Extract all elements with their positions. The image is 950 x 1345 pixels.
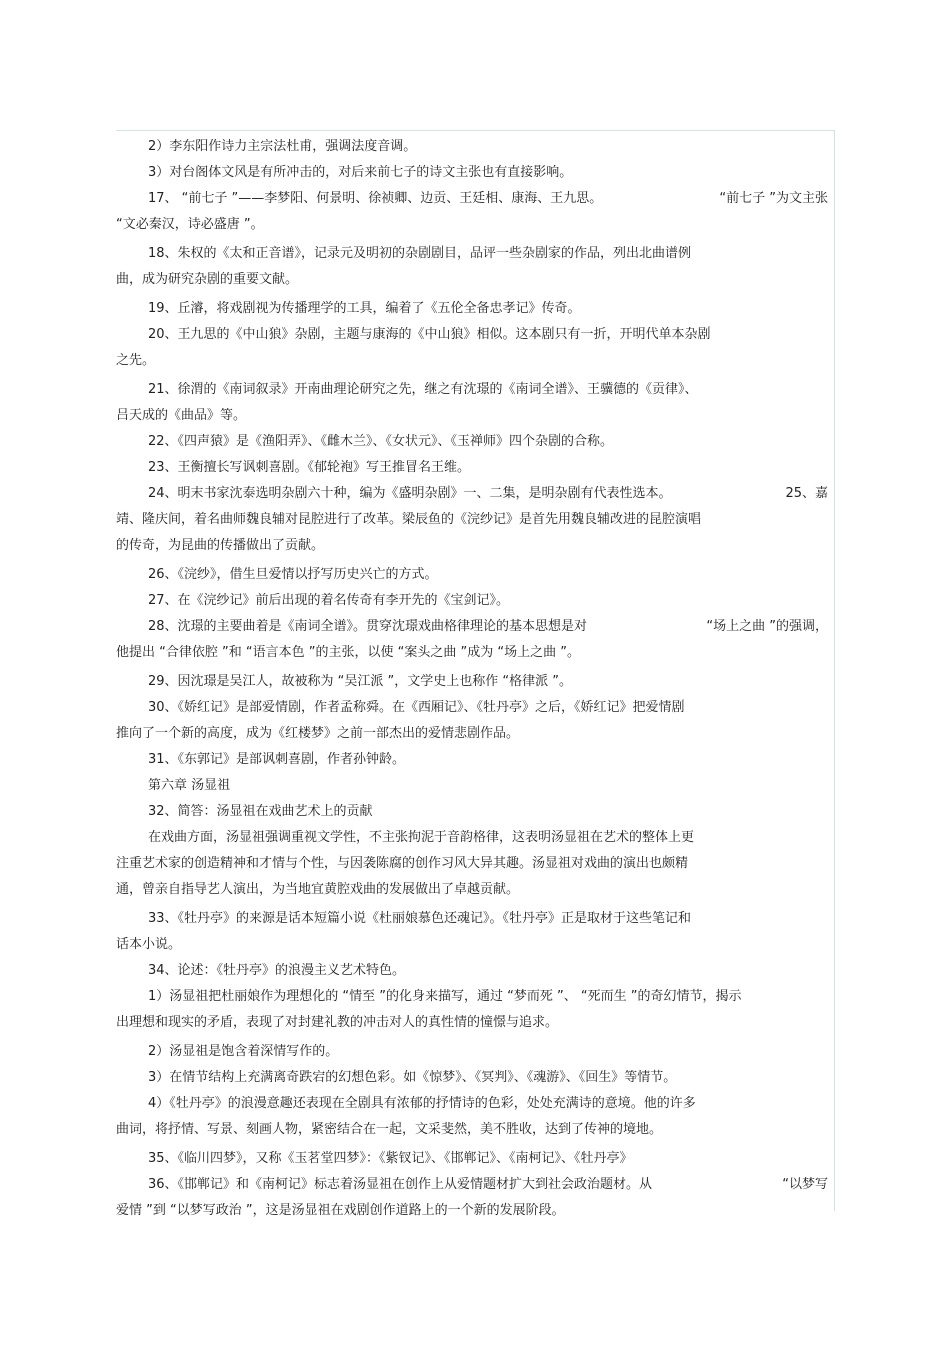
text-line: 33、《牡丹亭》的来源是话本短篇小说《杜丽娘慕色还魂记》。《牡丹亭》正是取材于这些笔记和 [148,911,692,926]
text-line [116,1172,828,1198]
text-line: 出理想和现实的矛盾，表现了对封建礼教的冲击对人的真性情的憧憬与追求。 [116,1015,559,1030]
text-line: 话本小说。 [116,937,182,952]
text-line [116,614,828,640]
text-line: 曲，成为研究杂剧的重要文献。 [116,272,299,287]
text-segment: “场上之曲 ”的强调， [706,619,828,634]
text-line: 的传奇，为昆曲的传播做出了贡献。 [116,538,325,553]
text-line: 20、王九思的《中山狼》杂剧，主题与康海的《中山狼》相似。这本剧只有一折，开明代单本杂剧 [148,327,711,342]
text-line [116,481,828,507]
text-line: 通，曾亲自指导艺人演出，为当地宜黄腔戏曲的发展做出了卓越贡献。 [116,882,520,897]
text-line: 2）汤显祖是饱含着深情写作的。 [148,1044,339,1059]
text-line: 35、《临川四梦》，又称《玉茗堂四梦》：《紫钗记》、《邯郸记》、《南柯记》、《牡丹亭》 [148,1151,633,1166]
text-line [116,186,828,212]
text-segment: 24、明末书家沈泰选明杂剧六十种，编为《盛明杂剧》一、二集，是明杂剧有代表性选本。 [148,486,672,501]
text-line: 18、朱权的《太和正音谱》，记录元及明初的杂剧剧目，品评一些杂剧家的作品，列出北曲谱例 [148,246,692,261]
text-line: 他提出 “合律依腔 ”和 “语言本色 ”的主张，以使 “案头之曲 ”成为 “场上之曲 ”。 [116,645,580,660]
text-line: 2）李东阳作诗力主宗法杜甫，强调法度音调。 [148,139,417,154]
text-line: 34、论述：《牡丹亭》的浪漫主义艺术特色。 [148,963,406,978]
document-body [116,134,828,1224]
text-line: 4）《牡丹亭》的浪漫意趣还表现在全剧具有浓郁的抒情诗的色彩，处处充满诗的意境。他的许多 [148,1096,696,1111]
text-line: 32、简答：汤显祖在戏曲艺术上的贡献 [148,804,373,819]
text-line: 靖、隆庆间，着名曲师魏良辅对昆腔进行了改革。梁辰鱼的《浣纱记》是首先用魏良辅改进的昆腔演唱 [116,512,702,527]
text-line: “文必秦汉，诗必盛唐 ”。 [116,217,264,232]
text-line: 爱情 ”到 “以梦写政治 ”，这是汤显祖在戏剧创作道路上的一个新的发展阶段。 [116,1203,565,1218]
text-line: 22、《四声猿》是《渔阳弄》、《雌木兰》、《女状元》、《玉禅师》四个杂剧的合称。 [148,434,614,449]
text-line: 推向了一个新的高度，成为《红楼梦》之前一部杰出的爱情悲剧作品。 [116,726,520,741]
text-line: 19、丘濬，将戏剧视为传播理学的工具，编着了《五伦全备忠孝记》传奇。 [148,301,581,316]
text-line: 1）汤显祖把杜丽娘作为理想化的 “情至 ”的化身来描写，通过 “梦而死 ”、 “死而生 ”的奇幻情节，揭示 [148,989,742,1004]
text-line: 之先。 [116,353,156,368]
text-segment: 17、 “前七子 ”——李梦阳、何景明、徐祯卿、边贡、王廷相、康海、王九思。 [148,191,603,206]
text-line: 注重艺术家的创造精神和才情与个性，与因袭陈腐的创作习风大异其趣。汤显祖对戏曲的演出也颇精 [116,856,689,871]
text-segment: 28、沈璟的主要曲着是《南词全谱》。贯穿沈璟戏曲格律理论的基本思想是对 [148,619,588,634]
text-segment: 25、嘉 [785,486,828,501]
text-line: 30、《娇红记》是部爱情剧，作者孟称舜。在《西厢记》、《牡丹亭》之后，《娇红记》把爱情剧 [148,700,685,715]
text-line: 26、《浣纱》，借生旦爱情以抒写历史兴亡的方式。 [148,567,438,582]
chapter-heading: 第六章 汤显祖 [148,778,231,793]
text-line: 21、徐渭的《南词叙录》开南曲理论研究之先，继之有沈璟的《南词全谱》、王骥德的《贡律》、 [148,382,698,397]
text-segment: 36、《邯郸记》和《南柯记》标志着汤显祖在创作上从爱情题材扩大到社会政治题材。从 [148,1177,653,1192]
text-line: 3）对台阁体文风是有所冲击的，对后来前七子的诗文主张也有直接影响。 [148,165,573,180]
text-segment: “以梦写 [782,1177,828,1192]
text-line: 23、王衡擅长写讽刺喜剧。《郁轮袍》写王推冒名王维。 [148,460,471,475]
text-line: 吕天成的《曲品》等。 [116,408,247,423]
text-segment: “前七子 ”为文主张 [719,191,828,206]
text-line: 曲词，将抒情、写景、刻画人物，紧密结合在一起，文采斐然，美不胜收，达到了传神的境地。 [116,1122,663,1137]
text-line: 29、因沈璟是吴江人，故被称为 “吴江派 ”，文学史上也称作 “格律派 ”。 [148,674,573,689]
text-line: 3）在情节结构上充满离奇跌宕的幻想色彩。如《惊梦》、《冥判》、《魂游》、《回生》等情节。 [148,1070,677,1085]
text-line: 31、《东郭记》是部讽刺喜剧，作者孙钟龄。 [148,752,406,767]
text-line: 在戏曲方面，汤显祖强调重视文学性，不主张拘泥于音韵格律，这表明汤显祖在艺术的整体上更 [148,830,695,845]
text-line: 27、在《浣纱记》前后出现的着名传奇有李开先的《宝剑记》。 [148,593,510,608]
